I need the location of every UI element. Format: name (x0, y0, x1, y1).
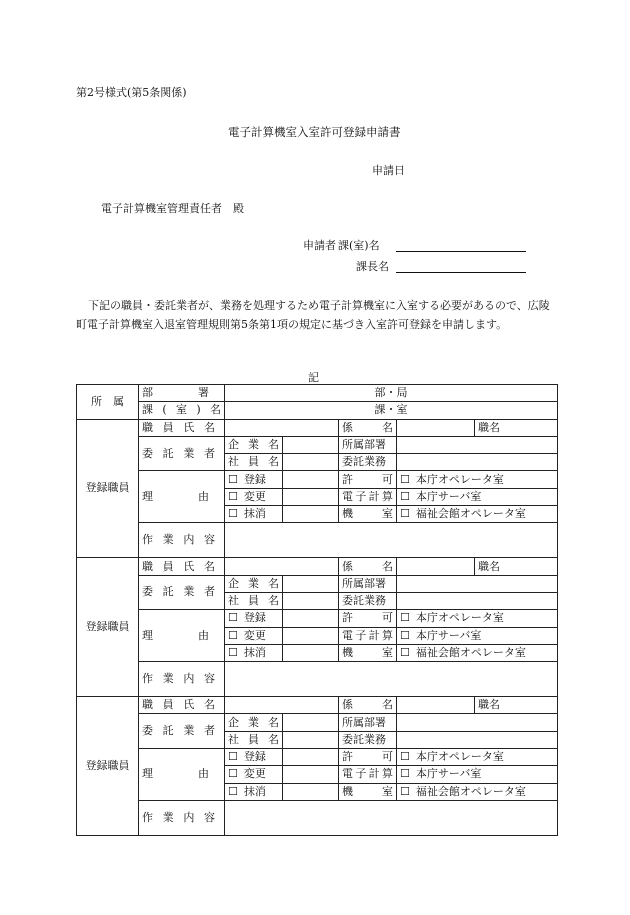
reason-change-option[interactable]: ☐ 変更 (225, 766, 283, 783)
permit-label-2: 電子計算 (339, 488, 397, 505)
company-label: 企業名 (225, 436, 283, 453)
contract-work-label: 委託業務 (339, 454, 397, 471)
reason-register-option[interactable]: ☐ 登録 (225, 471, 283, 488)
contract-work-label: 委託業務 (339, 731, 397, 748)
kakari-label: 係名 (339, 697, 397, 714)
kakari-field[interactable] (397, 558, 475, 575)
checkbox-icon: ☐ (400, 472, 410, 486)
form-id: 第2号様式(第5条関係) (76, 86, 187, 99)
work-content-label: 作業内容 (139, 662, 225, 697)
employee-label: 社員名 (225, 731, 283, 748)
permit-label: 許 可 (339, 471, 397, 488)
employee-label: 社員名 (225, 454, 283, 471)
application-date-label: 申請日 (372, 164, 405, 177)
affil-dept-field[interactable] (397, 436, 558, 453)
checkbox-icon: ☐ (400, 507, 410, 521)
kakari-field[interactable] (397, 419, 475, 436)
affiliation-row-ka (77, 402, 558, 419)
section-head-label: 課長名 (356, 260, 389, 273)
checkbox-icon: ☐ (228, 750, 238, 764)
work-content-label: 作業内容 (139, 523, 225, 558)
checkbox-icon: ☐ (228, 784, 238, 798)
staff-name-label: 職員氏名 (139, 697, 225, 714)
ka-label: 課(室)名 (139, 402, 225, 419)
work-content-field[interactable] (225, 800, 558, 835)
reason-label: 理 由 (139, 610, 225, 662)
checkbox-icon: ☐ (400, 628, 410, 642)
room-option-1[interactable]: ☐ 本庁オペレータ室 (397, 471, 558, 488)
reason-delete-option[interactable]: ☐ 抹消 (225, 783, 283, 800)
shoku-label: 職名 (475, 558, 490, 575)
staff-section-label: 登録職員 (77, 419, 139, 558)
staff-section-label: 登録職員 (77, 697, 139, 836)
shoku-label: 職名 (475, 419, 490, 436)
employee-label: 社員名 (225, 592, 283, 609)
room-option-2[interactable]: ☐ 本庁サーバ室 (397, 488, 558, 505)
permit-label-2: 電子計算 (339, 766, 397, 783)
affiliation-label: 所 属 (77, 385, 139, 420)
ka-shitsu-field[interactable]: 課・室 (225, 402, 558, 419)
bu-kyoku-field[interactable]: 部・局 (225, 385, 558, 402)
work-content-label: 作業内容 (139, 800, 225, 835)
reason-delete-option[interactable]: ☐ 抹消 (225, 506, 283, 523)
addressee: 電子計算機室管理責任者 殿 (101, 202, 244, 215)
reason-register-option[interactable]: ☐ 登録 (225, 749, 283, 766)
checkbox-icon: ☐ (228, 646, 238, 659)
checkbox-icon: ☐ (400, 784, 410, 798)
checkbox-icon: ☐ (228, 507, 238, 521)
reason-change-option[interactable]: ☐ 変更 (225, 488, 283, 505)
affil-dept-field[interactable] (397, 575, 558, 592)
staff-block (77, 697, 558, 836)
staff-name-field[interactable] (225, 697, 339, 714)
contractor-label: 委託業者 (139, 436, 225, 471)
checkbox-icon: ☐ (400, 767, 410, 781)
ki-heading: 記 (308, 371, 319, 384)
room-option-1[interactable]: ☐ 本庁オペレータ室 (397, 749, 558, 766)
affiliation-row-bu (77, 385, 558, 402)
permit-label-2: 電子計算 (339, 627, 397, 644)
company-field[interactable] (283, 575, 339, 592)
affil-dept-label: 所属部署 (339, 714, 397, 731)
employee-field[interactable] (283, 592, 339, 609)
staff-name-field[interactable] (225, 419, 339, 436)
checkbox-icon: ☐ (400, 646, 410, 659)
room-option-3[interactable]: ☐ 福祉会館オペレータ室 (397, 644, 558, 661)
reason-change-option[interactable]: ☐ 変更 (225, 627, 283, 644)
room-option-3[interactable]: ☐ 福祉会館オペレータ室 (397, 506, 558, 523)
room-option-2[interactable]: ☐ 本庁サーバ室 (397, 627, 558, 644)
shoku-label: 職名 (475, 697, 490, 714)
checkbox-icon: ☐ (228, 628, 238, 642)
permit-label-3: 機 室 (339, 783, 397, 800)
work-content-field[interactable] (225, 662, 558, 697)
body-text: 下記の職員・委託業者が、業務を処理するため電子計算機室に入室する必要があるので、広陵町電子計算機室入退室管理規則第5条第1項の規定に基づき入室許可登録を申請します。 (76, 299, 550, 331)
contractor-label: 委託業者 (139, 575, 225, 610)
work-content-field[interactable] (225, 523, 558, 558)
applicant-label: 申請者 (303, 239, 336, 252)
reason-delete-option[interactable]: ☐ 抹消 (225, 644, 283, 661)
employee-field[interactable] (283, 454, 339, 471)
registration-table (76, 384, 558, 836)
company-label: 企業名 (225, 714, 283, 731)
checkbox-icon: ☐ (228, 767, 238, 781)
permit-label-3: 機 室 (339, 506, 397, 523)
contract-work-field[interactable] (397, 731, 558, 748)
department-label: 課(室)名 (338, 239, 380, 252)
staff-block (77, 419, 558, 558)
kakari-label: 係名 (339, 419, 397, 436)
department-field[interactable] (396, 238, 526, 252)
contract-work-field[interactable] (397, 592, 558, 609)
checkbox-icon: ☐ (400, 611, 410, 625)
staff-name-label: 職員氏名 (139, 419, 225, 436)
staff-block (77, 558, 558, 697)
permit-label: 許 可 (339, 610, 397, 627)
staff-name-field[interactable] (225, 558, 339, 575)
reason-label: 理 由 (139, 471, 225, 523)
reason-label: 理 由 (139, 749, 225, 801)
section-head-field[interactable] (396, 259, 526, 273)
contract-work-label: 委託業務 (339, 592, 397, 609)
checkbox-icon: ☐ (400, 489, 410, 503)
affil-dept-label: 所属部署 (339, 436, 397, 453)
room-option-3[interactable]: ☐ 福祉会館オペレータ室 (397, 783, 558, 800)
staff-name-label: 職員氏名 (139, 558, 225, 575)
busho-label: 部 署 (139, 385, 225, 402)
company-label: 企業名 (225, 575, 283, 592)
kakari-field[interactable] (397, 697, 475, 714)
employee-field[interactable] (283, 731, 339, 748)
affil-dept-label: 所属部署 (339, 575, 397, 592)
checkbox-icon: ☐ (400, 750, 410, 764)
company-field[interactable] (283, 714, 339, 731)
contract-work-field[interactable] (397, 454, 558, 471)
room-option-1[interactable]: ☐ 本庁オペレータ室 (397, 610, 558, 627)
reason-register-option[interactable]: ☐ 登録 (225, 610, 283, 627)
permit-label: 許 可 (339, 749, 397, 766)
contractor-label: 委託業者 (139, 714, 225, 749)
checkbox-icon: ☐ (228, 472, 238, 486)
company-field[interactable] (283, 436, 339, 453)
affil-dept-field[interactable] (397, 714, 558, 731)
document-title: 電子計算機室入室許可登録申請書 (228, 125, 401, 139)
room-option-2[interactable]: ☐ 本庁サーバ室 (397, 766, 558, 783)
kakari-label: 係名 (339, 558, 397, 575)
checkbox-icon: ☐ (228, 489, 238, 503)
checkbox-icon: ☐ (228, 611, 238, 625)
permit-label-3: 機 室 (339, 644, 397, 661)
staff-section-label: 登録職員 (77, 558, 139, 697)
